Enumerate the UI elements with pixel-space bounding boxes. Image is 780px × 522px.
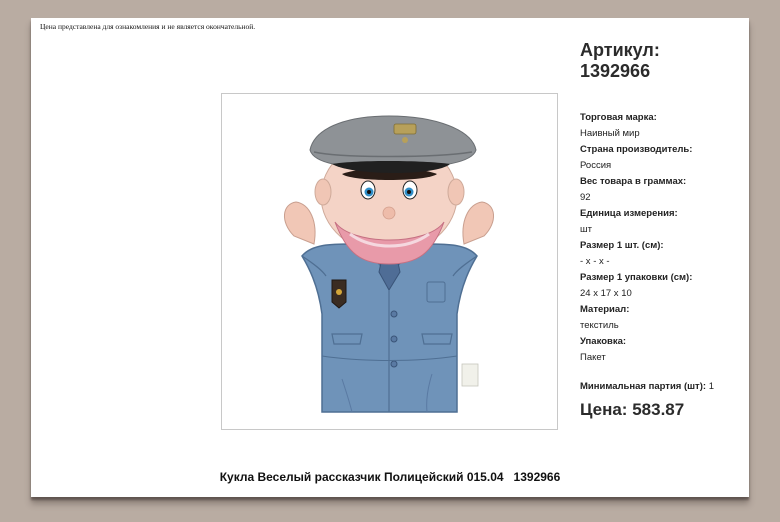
spec-value-unit: шт [580, 224, 592, 235]
spec-value-material: текстиль [580, 320, 619, 331]
spec-label-unit: Единица измерения: [580, 208, 678, 219]
spec-label-brand: Торговая марка: [580, 112, 657, 123]
spec-value-country: Россия [580, 160, 612, 171]
spec-label-item-size: Размер 1 шт. (см): [580, 240, 664, 251]
spec-label-material: Материал: [580, 304, 630, 315]
price-disclaimer: Цена представлена для ознакомления и не является окончательной. [40, 22, 256, 31]
price-label: Цена: [580, 400, 628, 419]
spec-list [580, 110, 745, 366]
spec-value-package-size: 24 x 17 x 10 [580, 288, 632, 299]
spec-label-country: Страна производитель: [580, 144, 693, 155]
police-puppet-image [222, 94, 557, 429]
price [580, 400, 745, 420]
product-caption [31, 470, 749, 484]
article-number: 1392966 [580, 61, 651, 81]
spec-label-weight: Вес товара в граммах: [580, 176, 687, 187]
caption-name: Кукла Веселый рассказчик Полицейский 015.04 [219, 470, 504, 484]
min-batch-value: 1 [708, 381, 714, 392]
spec-value-packaging: Пакет [580, 352, 606, 363]
spec-label-packaging: Упаковка: [580, 336, 627, 347]
product-sheet [31, 18, 749, 497]
product-info-panel [580, 40, 745, 420]
spec-value-brand: Наивный мир [580, 128, 640, 139]
product-photo [221, 93, 558, 430]
price-value: 583.87 [632, 400, 685, 419]
spec-value-item-size: - x - x - [580, 256, 610, 267]
spec-label-package-size: Размер 1 упаковки (см): [580, 272, 693, 283]
min-batch [580, 380, 745, 394]
caption-sku: 1392966 [513, 470, 561, 484]
spec-value-weight: 92 [580, 192, 591, 203]
min-batch-label: Минимальная партия (шт): [580, 381, 707, 392]
article-label: Артикул: [580, 40, 660, 60]
